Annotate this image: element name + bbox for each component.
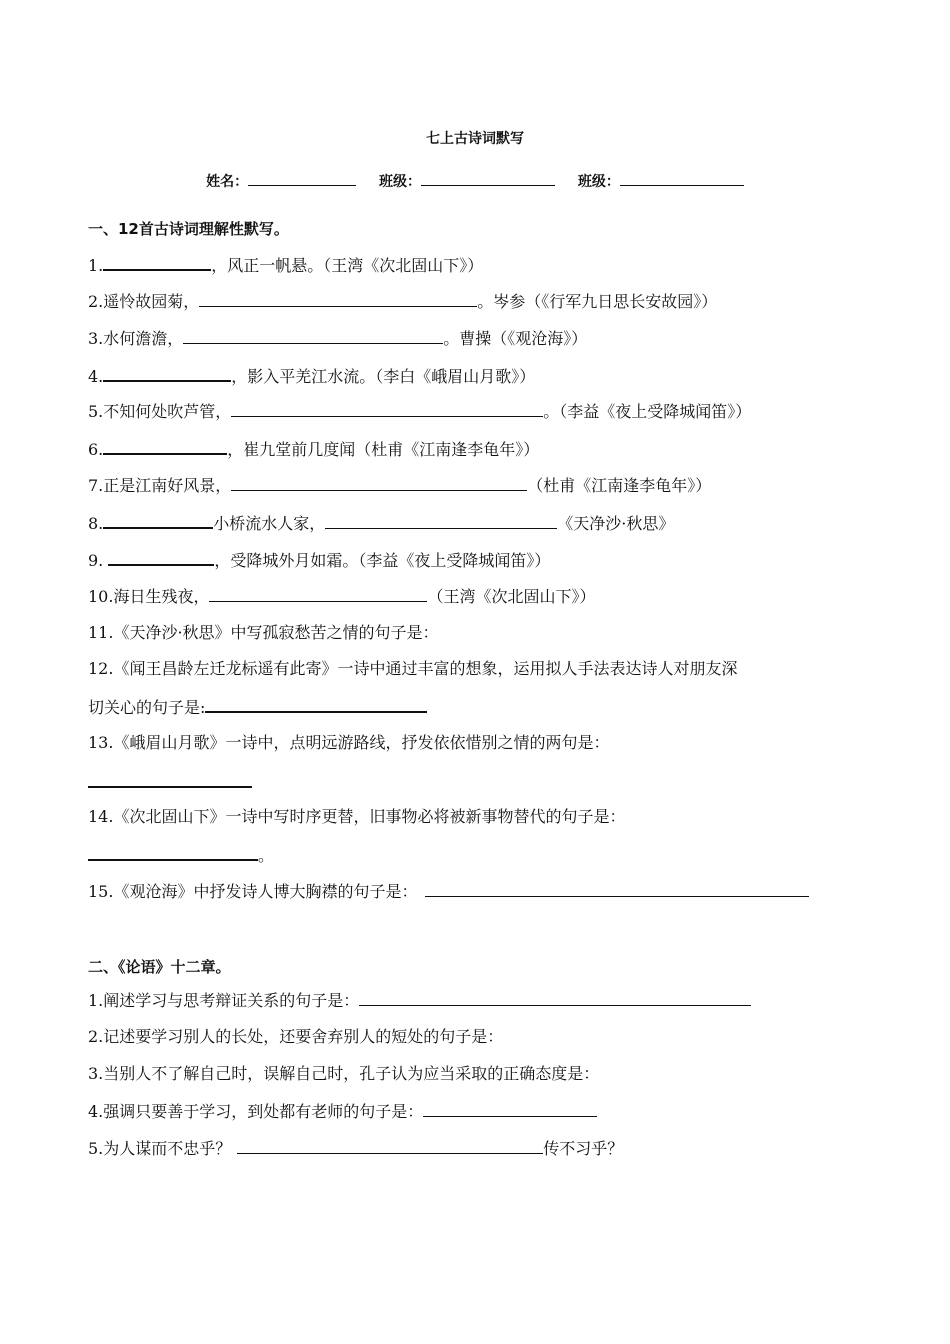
item-text: 9. <box>88 551 109 570</box>
item-text: 3.当别人不了解自己时，误解自己时，孔子认为应当采取的正确态度是： <box>88 1064 600 1083</box>
answer-blank[interactable] <box>88 843 258 861</box>
item-text: 5.为人谋而不忠乎？ <box>88 1139 232 1158</box>
section1-item-9 <box>88 548 550 572</box>
name-blank[interactable] <box>248 171 356 186</box>
item-text: 小桥流水人家， <box>213 514 326 533</box>
answer-blank[interactable] <box>108 548 214 566</box>
section1-item-8 <box>88 511 674 535</box>
item-text: 。曹操（《观沧海》） <box>443 329 588 348</box>
item-text: 11.《天净沙·秋思》中写孤寂愁苦之情的句子是： <box>88 623 439 642</box>
section1-item-13 <box>88 732 609 754</box>
item-text: 2.记述要学习别人的长处，还要舍弃别人的短处的句子是： <box>88 1027 504 1046</box>
section1-item-4 <box>88 364 535 388</box>
section1-item-5 <box>88 400 751 423</box>
section1-item-7 <box>88 474 711 497</box>
answer-blank[interactable] <box>325 512 557 529</box>
item-text: 传不习乎？ <box>543 1139 624 1158</box>
item-text: 7.正是江南好风景， <box>88 476 232 495</box>
class-label-2: 班级： <box>577 174 620 190</box>
item-text: （杜甫《江南逢李龟年》） <box>527 476 712 495</box>
section2-item-1 <box>88 989 751 1012</box>
answer-blank[interactable] <box>425 880 809 897</box>
section1-item-12 <box>88 658 737 680</box>
answer-blank[interactable] <box>103 253 211 271</box>
section1-item-14 <box>88 806 625 828</box>
section1-item-10 <box>88 585 595 608</box>
answer-blank[interactable] <box>103 364 231 382</box>
section2-item-3 <box>88 1063 599 1085</box>
item-text: 4.强调只要善于学习，到处都有老师的句子是： <box>88 1102 424 1121</box>
class-label-1: 班级： <box>379 174 421 190</box>
item-text: ，影入平羌江水流。（李白《峨眉山月歌》） <box>231 367 536 386</box>
answer-blank[interactable] <box>199 290 477 307</box>
item-text: 3.水何澹澹， <box>88 329 184 348</box>
answer-blank[interactable] <box>237 1137 543 1154</box>
section2-item-4 <box>88 1100 597 1123</box>
class-blank-1[interactable] <box>421 171 555 186</box>
item-text: 1.阐述学习与思考辩证关系的句子是： <box>88 991 360 1010</box>
page-title: 七上古诗词默写 <box>426 131 524 147</box>
answer-blank[interactable] <box>103 437 227 455</box>
item-text: 5.不知何处吹芦管， <box>88 402 232 421</box>
section1-item-2 <box>88 290 717 313</box>
item-text: 。（李益《夜上受降城闻笛》） <box>543 402 752 421</box>
section2-heading: 二、《论语》十二章。 <box>88 958 231 976</box>
item-text: （王湾《次北固山下》） <box>427 587 596 606</box>
item-text: ，崔九堂前几度闻（杜甫《江南逢李龟年》） <box>227 440 540 459</box>
item-text: 2.遥怜故园菊， <box>88 292 200 311</box>
section1-item-6 <box>88 437 539 461</box>
section1-heading: 一、12首古诗词理解性默写。 <box>88 220 289 238</box>
answer-blank[interactable] <box>103 511 213 529</box>
item-text: 1. <box>88 256 104 275</box>
item-text: 10.海日生残夜， <box>88 587 210 606</box>
item-text: 切关心的句子是: <box>88 698 206 717</box>
section1-item-11 <box>88 622 439 644</box>
section1-item-12-cont <box>88 695 427 719</box>
section1-item-3 <box>88 327 587 350</box>
student-info-row <box>0 171 950 191</box>
answer-blank[interactable] <box>359 989 751 1006</box>
class-blank-2[interactable] <box>620 171 744 186</box>
item-text: 。 <box>258 846 275 865</box>
answer-blank[interactable] <box>231 474 527 491</box>
section1-item-15 <box>88 880 809 903</box>
answer-blank[interactable] <box>423 1100 597 1117</box>
answer-blank[interactable] <box>183 327 443 344</box>
item-text: 。岑参（《行军九日思长安故园》） <box>477 292 718 311</box>
section1-item-1 <box>88 253 483 277</box>
item-text: 15.《观沧海》中抒发诗人博大胸襟的句子是： <box>88 882 418 901</box>
section2-item-2 <box>88 1026 503 1048</box>
item-text: 13.《峨眉山月歌》一诗中，点明远游路线，抒发依依惜别之情的两句是： <box>88 733 610 752</box>
name-label: 姓名： <box>206 174 249 190</box>
item-text: ，风正一帆悬。（王湾《次北固山下》） <box>211 256 484 275</box>
item-text: 4. <box>88 367 104 386</box>
answer-blank[interactable] <box>209 585 427 602</box>
answer-blank[interactable] <box>205 695 427 713</box>
item-text: ，受降城外月如霜。（李益《夜上受降城闻笛》） <box>214 551 551 570</box>
answer-blank-13[interactable] <box>88 786 252 788</box>
answer-blank[interactable] <box>231 400 543 417</box>
item-text: 14.《次北固山下》一诗中写时序更替，旧事物必将被新事物替代的句子是： <box>88 807 626 826</box>
item-text: 6. <box>88 440 104 459</box>
section2-item-5 <box>88 1137 623 1160</box>
item-text: 12.《闻王昌龄左迁龙标遥有此寄》一诗中通过丰富的想象，运用拟人手法表达诗人对朋友深 <box>88 659 738 678</box>
section1-item-14-cont <box>88 843 274 867</box>
item-text: 《天净沙·秋思》 <box>557 514 675 533</box>
item-text: 8. <box>88 514 104 533</box>
